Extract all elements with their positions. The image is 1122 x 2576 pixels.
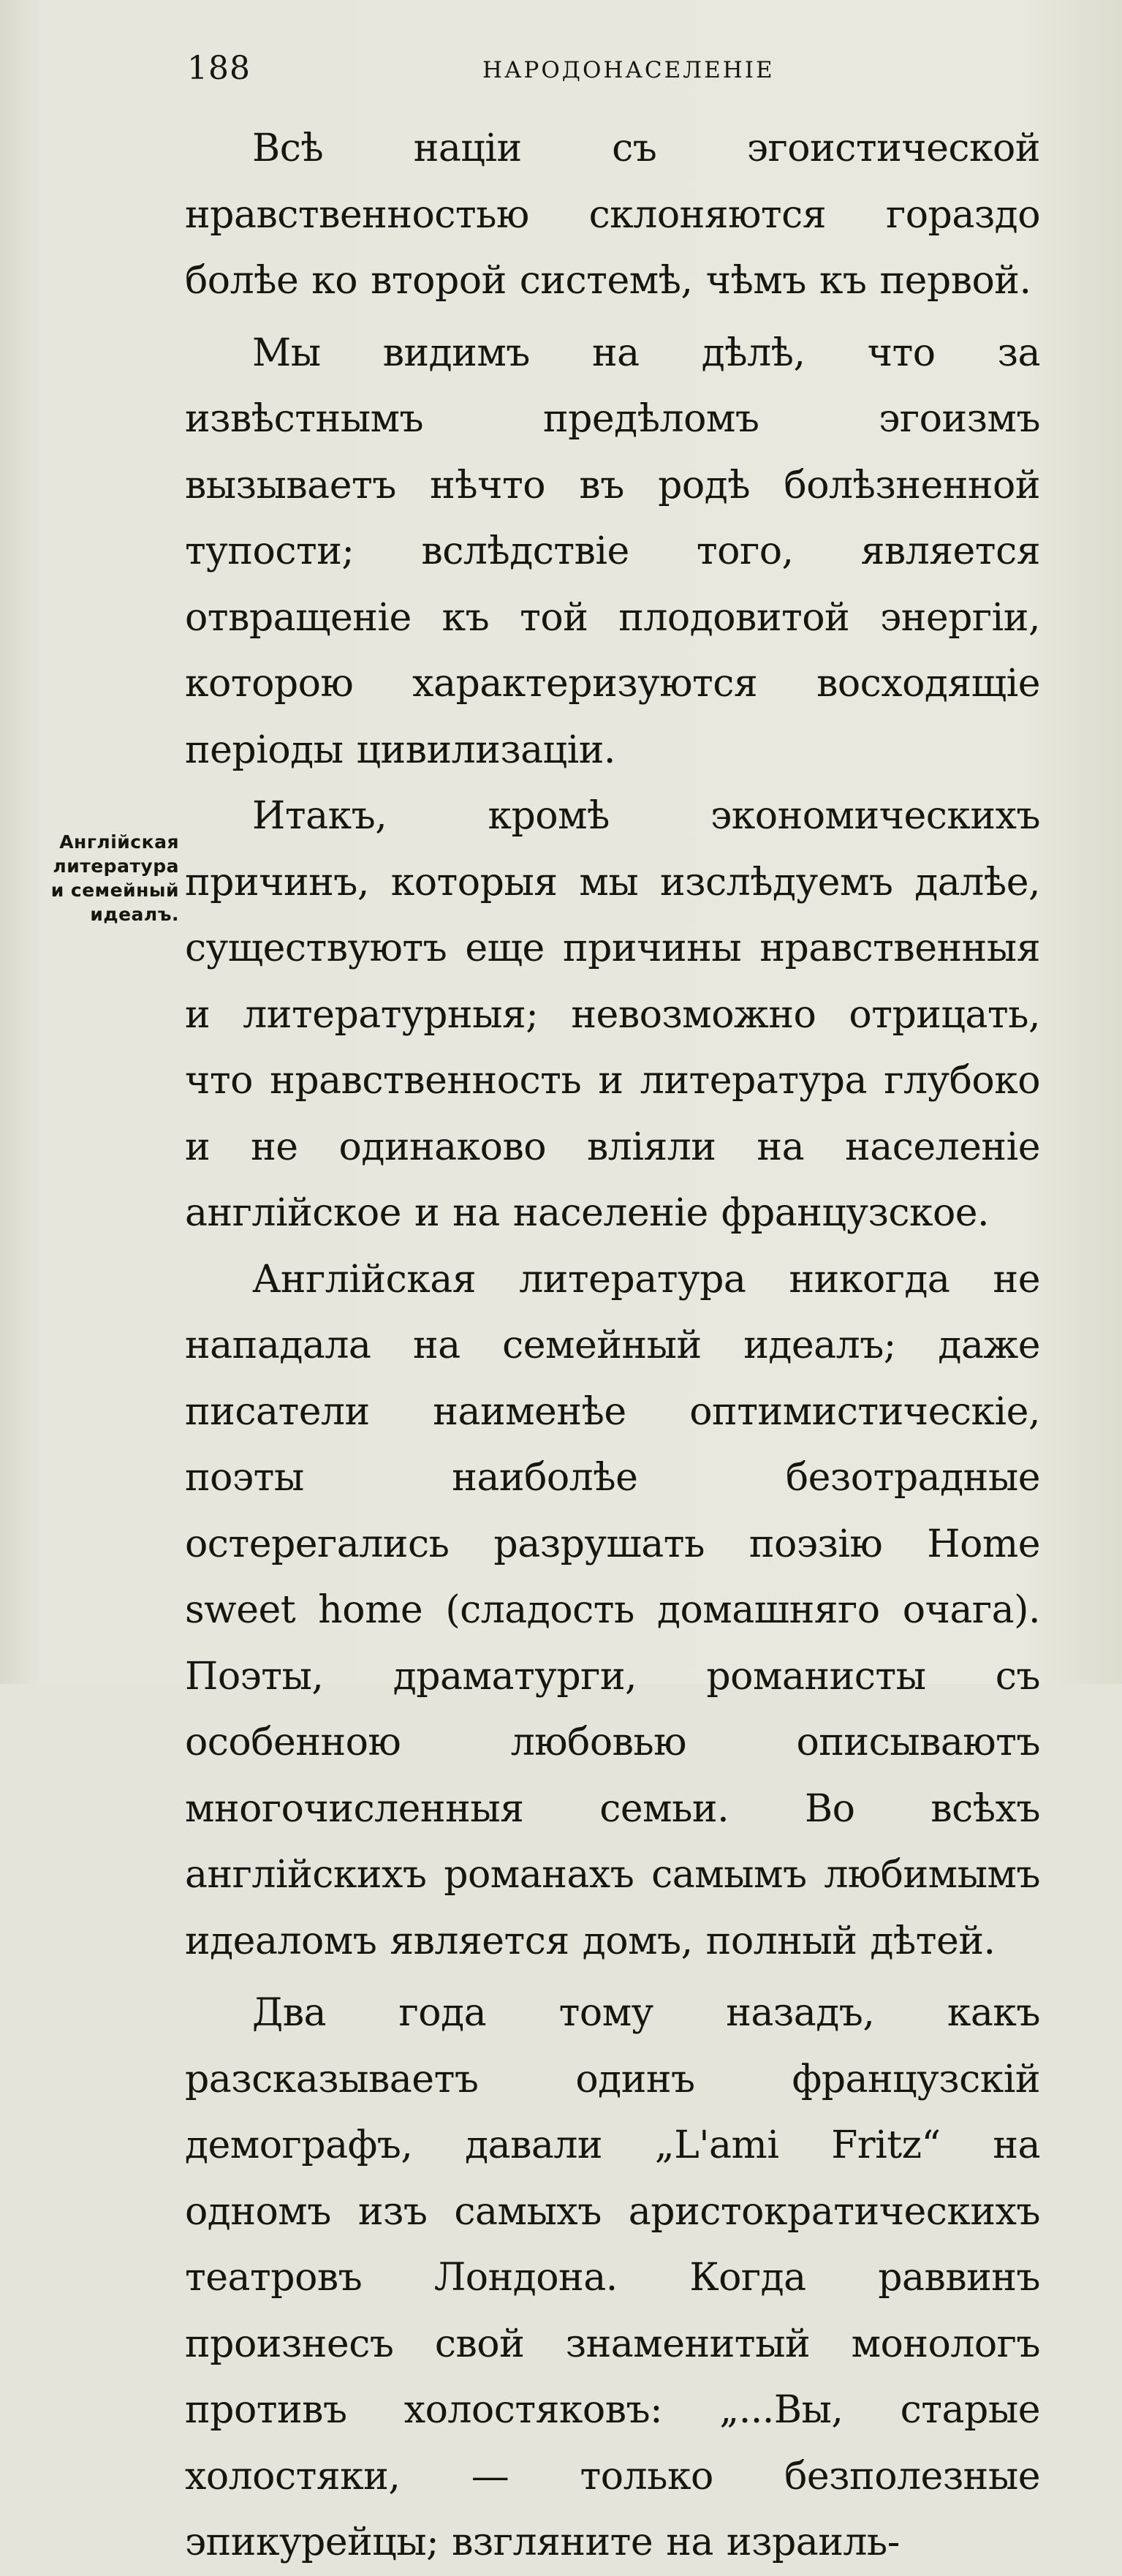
page-number: 188 [187,50,251,87]
paragraph-5: Два года тому назадъ, какъ разсказываетъ одинъ французскій демографъ, давали „L'ami Fritz“ на одномъ изъ самыхъ аристократическихъ театровъ Лондона. Когда раввинъ произнесъ свой знаменитый монологъ противъ холостяковъ: „...Вы, старые холостяки, — только безполезные эпикурейцы; взгляните на израиль- [185,1991,1040,2564]
margin-note-line: и семейный [50,880,179,901]
margin-note-line: литература [53,855,179,877]
paragraph-4: Англійская литература никогда не нападала на семейный идеалъ; даже писатели наименѣе оптимистическіе, поэты наиболѣе безотрадные остерегались разрушать поэзію Home sweet home (сладость домашняго очага). Поэты, драматурги, романисты съ особенною любовью описываютъ многочисленныя семьи. Во всѣхъ англійскихъ романахъ самымъ любимымъ идеаломъ является домъ, полный дѣтей. [185,1257,1040,1963]
paragraph-3: Итакъ, кромѣ экономическихъ причинъ, которыя мы изслѣдуемъ далѣе, существуютъ еще причины нравственныя и литературныя; невозможно отрицать, что нравственность и литература глубоко и не одинаково вліяли на населеніе англійское и на населеніе французское. [185,794,1040,1235]
margin-note [0,830,179,926]
paragraph-1: Всѣ націи съ эгоистической нравственностью склоняются гораздо болѣе ко второй системѣ, чѣмъ къ первой. [185,126,1040,303]
paragraph-2: Мы видимъ на дѣлѣ, что за извѣстнымъ предѣломъ эгоизмъ вызываетъ нѣчто въ родѣ болѣзненной тупости; вслѣдствіе того, является отвращеніе къ той плодовитой энергіи, которою характеризуются восходящіе періоды цивилизаціи. [185,331,1040,772]
running-head: НАРОДОНАСЕЛЕНІЕ [482,57,775,83]
body-text [185,116,1040,2576]
margin-note-line: Англійская [59,831,179,853]
margin-note-line: идеалъ. [90,904,179,925]
